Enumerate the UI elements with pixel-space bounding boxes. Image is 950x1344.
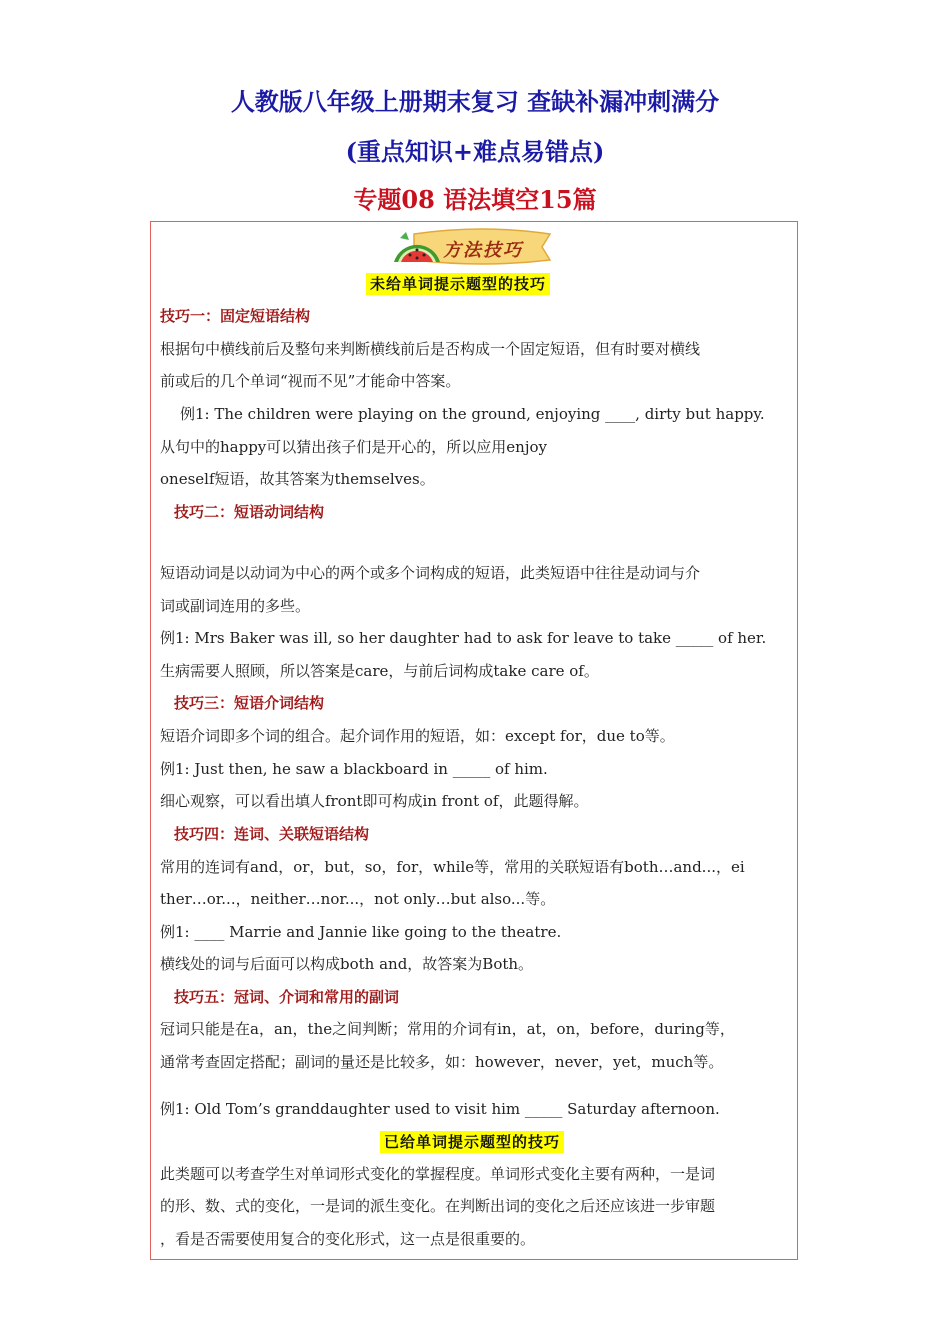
tip2-body-line1: 短语动词是以动词为中心的两个或多个词构成的短语，此类短语中往往是动词与介 [160, 564, 701, 582]
tip1-example: 例1: The children were playing on the ground, enjoying ____, dirty but happy. [180, 405, 765, 423]
tip1-body-line2: 前或后的几个单词“视而不见”才能命中答案。 [160, 372, 461, 390]
tip1-explanation-line2: oneself短语，故其答案为themselves。 [160, 470, 435, 488]
tip1-body-line1: 根据句中横线前后及整句来判断横线前后是否构成一个固定短语，但有时要对横线 [160, 340, 701, 358]
tip1-heading: 技巧一：固定短语结构 [160, 307, 311, 325]
tip1-explanation-line1: 从句中的happy可以猜出孩子们是开心的，所以应用enjoy [160, 438, 547, 456]
tip4-body-line2: ther…or...，neither…nor...，not only…but also...等。 [160, 890, 556, 908]
tip2-example: 例1: Mrs Baker was ill, so her daughter had to ask for leave to take _____ of her. [160, 629, 767, 647]
tip3-heading: 技巧三：短语介词结构 [174, 694, 325, 712]
topic-title: 专题08 语法填空15篇 [353, 185, 597, 214]
tip4-heading: 技巧四：连词、关联短语结构 [174, 825, 370, 843]
section2-body-line2: 的形、数、式的变化，一是词的派生变化。在判断出词的变化之后还应该进一步审题 [160, 1197, 716, 1215]
tip3-example: 例1: Just then, he saw a blackboard in _____ of him. [160, 760, 548, 778]
tip3-explanation: 细心观察，可以看出填人front即可构成in front of，此题得解。 [160, 792, 589, 810]
tip5-body-line2: 通常考查固定搭配；副词的量还是比较多，如：however，never，yet，much等。 [160, 1053, 724, 1071]
tip2-explanation: 生病需要人照顾，所以答案是care，与前后词构成take care of。 [160, 662, 599, 680]
tip5-heading: 技巧五：冠词、介词和常用的副词 [174, 988, 400, 1006]
tip4-body-line1: 常用的连词有and，or，but，so，for，while等，常用的关联短语有both…and...，ei [160, 858, 745, 876]
tip5-body-line1: 冠词只能是在a，an，the之间判断；常用的介词有in，at，on，before，during等， [160, 1020, 735, 1038]
tip2-body-line2: 词或副词连用的多些。 [160, 597, 311, 615]
document-title: 人教版八年级上册期末复习 查缺补漏冲刺满分 [230, 87, 720, 116]
tip4-example: 例1: ____ Marrie and Jannie like going to the theatre. [160, 923, 562, 941]
section2-body-line3: ，看是否需要使用复合的变化形式，这一点是很重要的。 [160, 1230, 536, 1248]
tip5-example: 例1: Old Tom’s granddaughter used to visit him _____ Saturday afternoon. [160, 1100, 720, 1118]
section-heading-with-hint: 已给单词提示题型的技巧 [380, 1131, 564, 1153]
section-heading-no-hint: 未给单词提示题型的技巧 [366, 273, 550, 295]
section2-body-line1: 此类题可以考查学生对单词形式变化的掌握程度。单词形式变化主要有两种，一是词 [160, 1165, 716, 1183]
tip3-body: 短语介词即多个词的组合。起介词作用的短语，如：except for，due to等。 [160, 727, 675, 745]
tip4-explanation: 横线处的词与后面可以构成both and，故答案为Both。 [160, 955, 534, 973]
banner-label: 方法技巧 [443, 240, 523, 261]
tip2-heading: 技巧二：短语动词结构 [174, 503, 325, 521]
document-subtitle: (重点知识+难点易错点) [345, 137, 605, 166]
